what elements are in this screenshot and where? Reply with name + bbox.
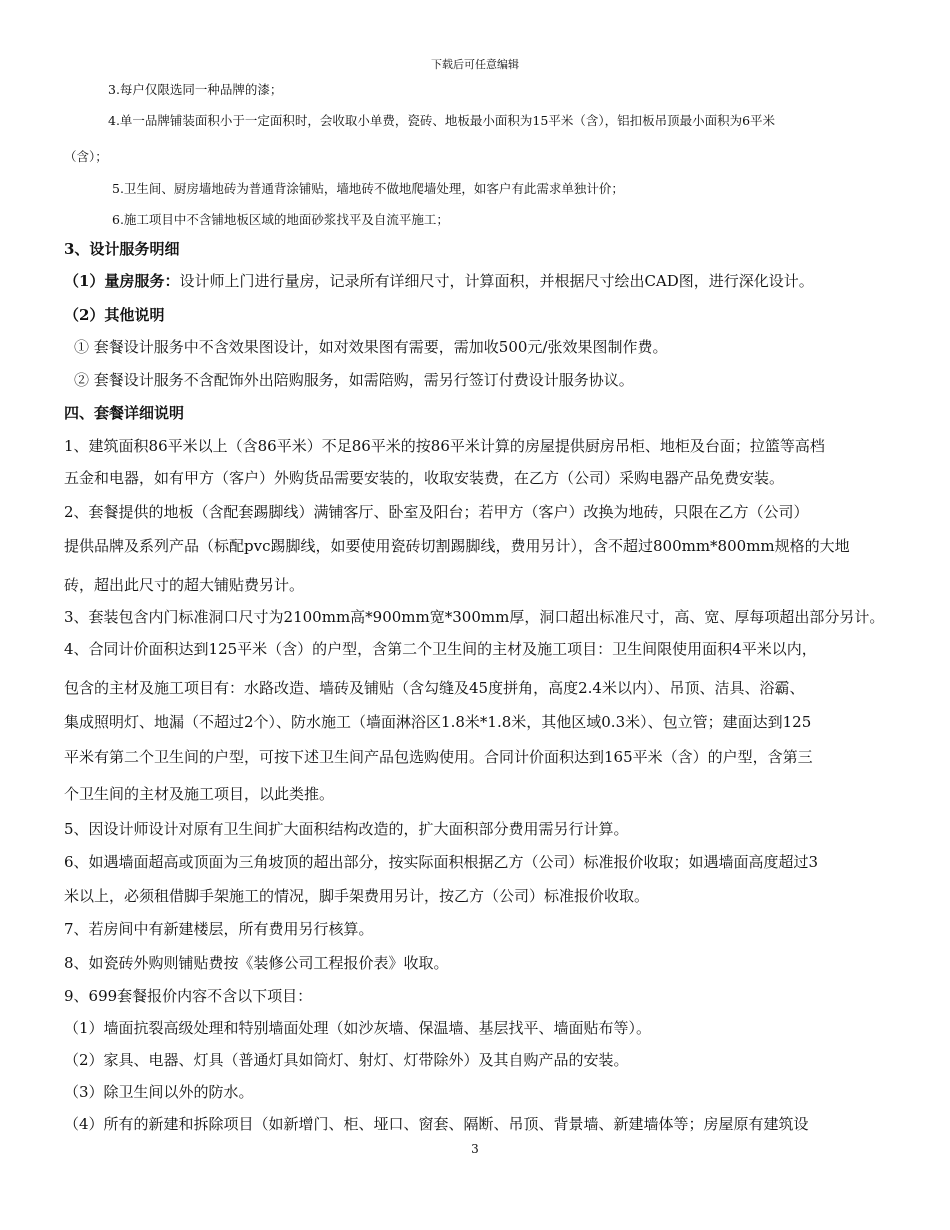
package-line: 9、699套餐报价内容不含以下项目： [64,987,313,1005]
package-line: （4）所有的新建和拆除项目（如新增门、柜、垭口、窗套、隔断、吊顶、背景墙、新建墙体等；房屋原有建筑设 [64,1115,809,1133]
note-4-cont: （含）； [64,149,108,164]
design-item-1-text: 设计师上门进行量房，记录所有详细尺寸，计算面积，并根据尺寸绘出CAD图，进行深化设计。 [179,272,814,290]
package-line: 7、若房间中有新建楼层，所有费用另行核算。 [64,920,374,938]
package-line: 平米有第二个卫生间的户型，可按下述卫生间产品包选购使用。合同计价面积达到165平米（含）的户型，含第三 [64,748,813,766]
package-line: 砖，超出此尺寸的超大铺贴费另计。 [64,576,305,594]
package-line: 6、如遇墙面超高或顶面为三角坡顶的超出部分，按实际面积根据乙方（公司）标准报价收取；如遇墙面高度超过3 [64,853,819,871]
design-item-1 [64,270,814,291]
package-line: 个卫生间的主材及施工项目，以此类推。 [64,785,335,803]
package-line: 8、如瓷砖外购则铺贴费按《装修公司工程报价表》收取。 [64,954,449,972]
package-line: 4、合同计价面积达到125平米（含）的户型，含第二个卫生间的主材及施工项目：卫生间限使用面积4平米以内， [64,640,817,658]
note-4: 4.单一品牌铺装面积小于一定面积时，会收取小单费，瓷砖、地板最小面积为15平米（含），铝扣板吊顶最小面积为6平米 [108,113,776,128]
package-line: 集成照明灯、地漏（不超过2个）、防水施工（墙面淋浴区1.8米*1.8米，其他区域0.3米）、包立管；建面达到125 [64,713,812,731]
package-line: 米以上，必须租借脚手架施工的情况，脚手架费用另计，按乙方（公司）标准报价收取。 [64,887,650,905]
note-5: 5.卫生间、厨房墙地砖为普通背涂铺贴，墙地砖不做地爬墙处理，如客户有此需求单独计价； [112,181,624,196]
page-number: 3 [471,1142,479,1156]
package-line: 3、套装包含内门标准洞口尺寸为2100mm高*900mm宽*300mm厚，洞口超出标准尺寸，高、宽、厚每项超出部分另计。 [64,608,885,626]
package-line: （3）除卫生间以外的防水。 [64,1083,254,1101]
package-line: 提供品牌及系列产品（标配pvc踢脚线，如要使用瓷砖切割踢脚线，费用另计），含不超过800mm*800mm规格的大地 [64,537,850,555]
note-3: 3.每户仅限选同一种品牌的漆； [108,82,283,97]
page-header: 下载后可任意编辑 [431,58,519,71]
package-line: 2、套餐提供的地板（含配套踢脚线）满铺客厅、卧室及阳台；若甲方（客户）改换为地砖，只限在乙方（公司） [64,503,809,521]
package-line: 五金和电器，如有甲方（客户）外购货品需要安装的，收取安装费，在乙方（公司）采购电器产品免费安装。 [64,469,785,487]
package-section-title: 四、套餐详细说明 [64,404,185,422]
design-item-2-title: （2）其他说明 [64,306,165,324]
design-note-1: ① 套餐设计服务中不含效果图设计，如对效果图有需要，需加收500元/张效果图制作费。 [74,338,668,356]
design-note-2: ② 套餐设计服务不含配饰外出陪购服务，如需陪购，需另行签订付费设计服务协议。 [74,371,634,389]
package-line: 5、因设计师设计对原有卫生间扩大面积结构改造的，扩大面积部分费用需另行计算。 [64,820,629,838]
package-line: 1、建筑面积86平米以上（含86平米）不足86平米的按86平米计算的房屋提供厨房吊柜、地柜及台面；拉篮等高档 [64,437,825,455]
design-section-title: 3、设计服务明细 [64,240,180,258]
note-6: 6.施工项目中不含铺地板区域的地面砂浆找平及自流平施工； [112,212,449,227]
package-line: （1）墙面抗裂高级处理和特别墙面处理（如沙灰墙、保温墙、基层找平、墙面贴布等）。 [64,1019,652,1037]
design-item-1-label: （1）量房服务： [64,272,180,290]
package-line: 包含的主材及施工项目有：水路改造、墙砖及铺贴（含勾缝及45度拼角，高度2.4米以内）、吊顶、洁具、浴霸、 [64,679,805,697]
package-line: （2）家具、电器、灯具（普通灯具如筒灯、射灯、灯带除外）及其自购产品的安装。 [64,1051,629,1069]
